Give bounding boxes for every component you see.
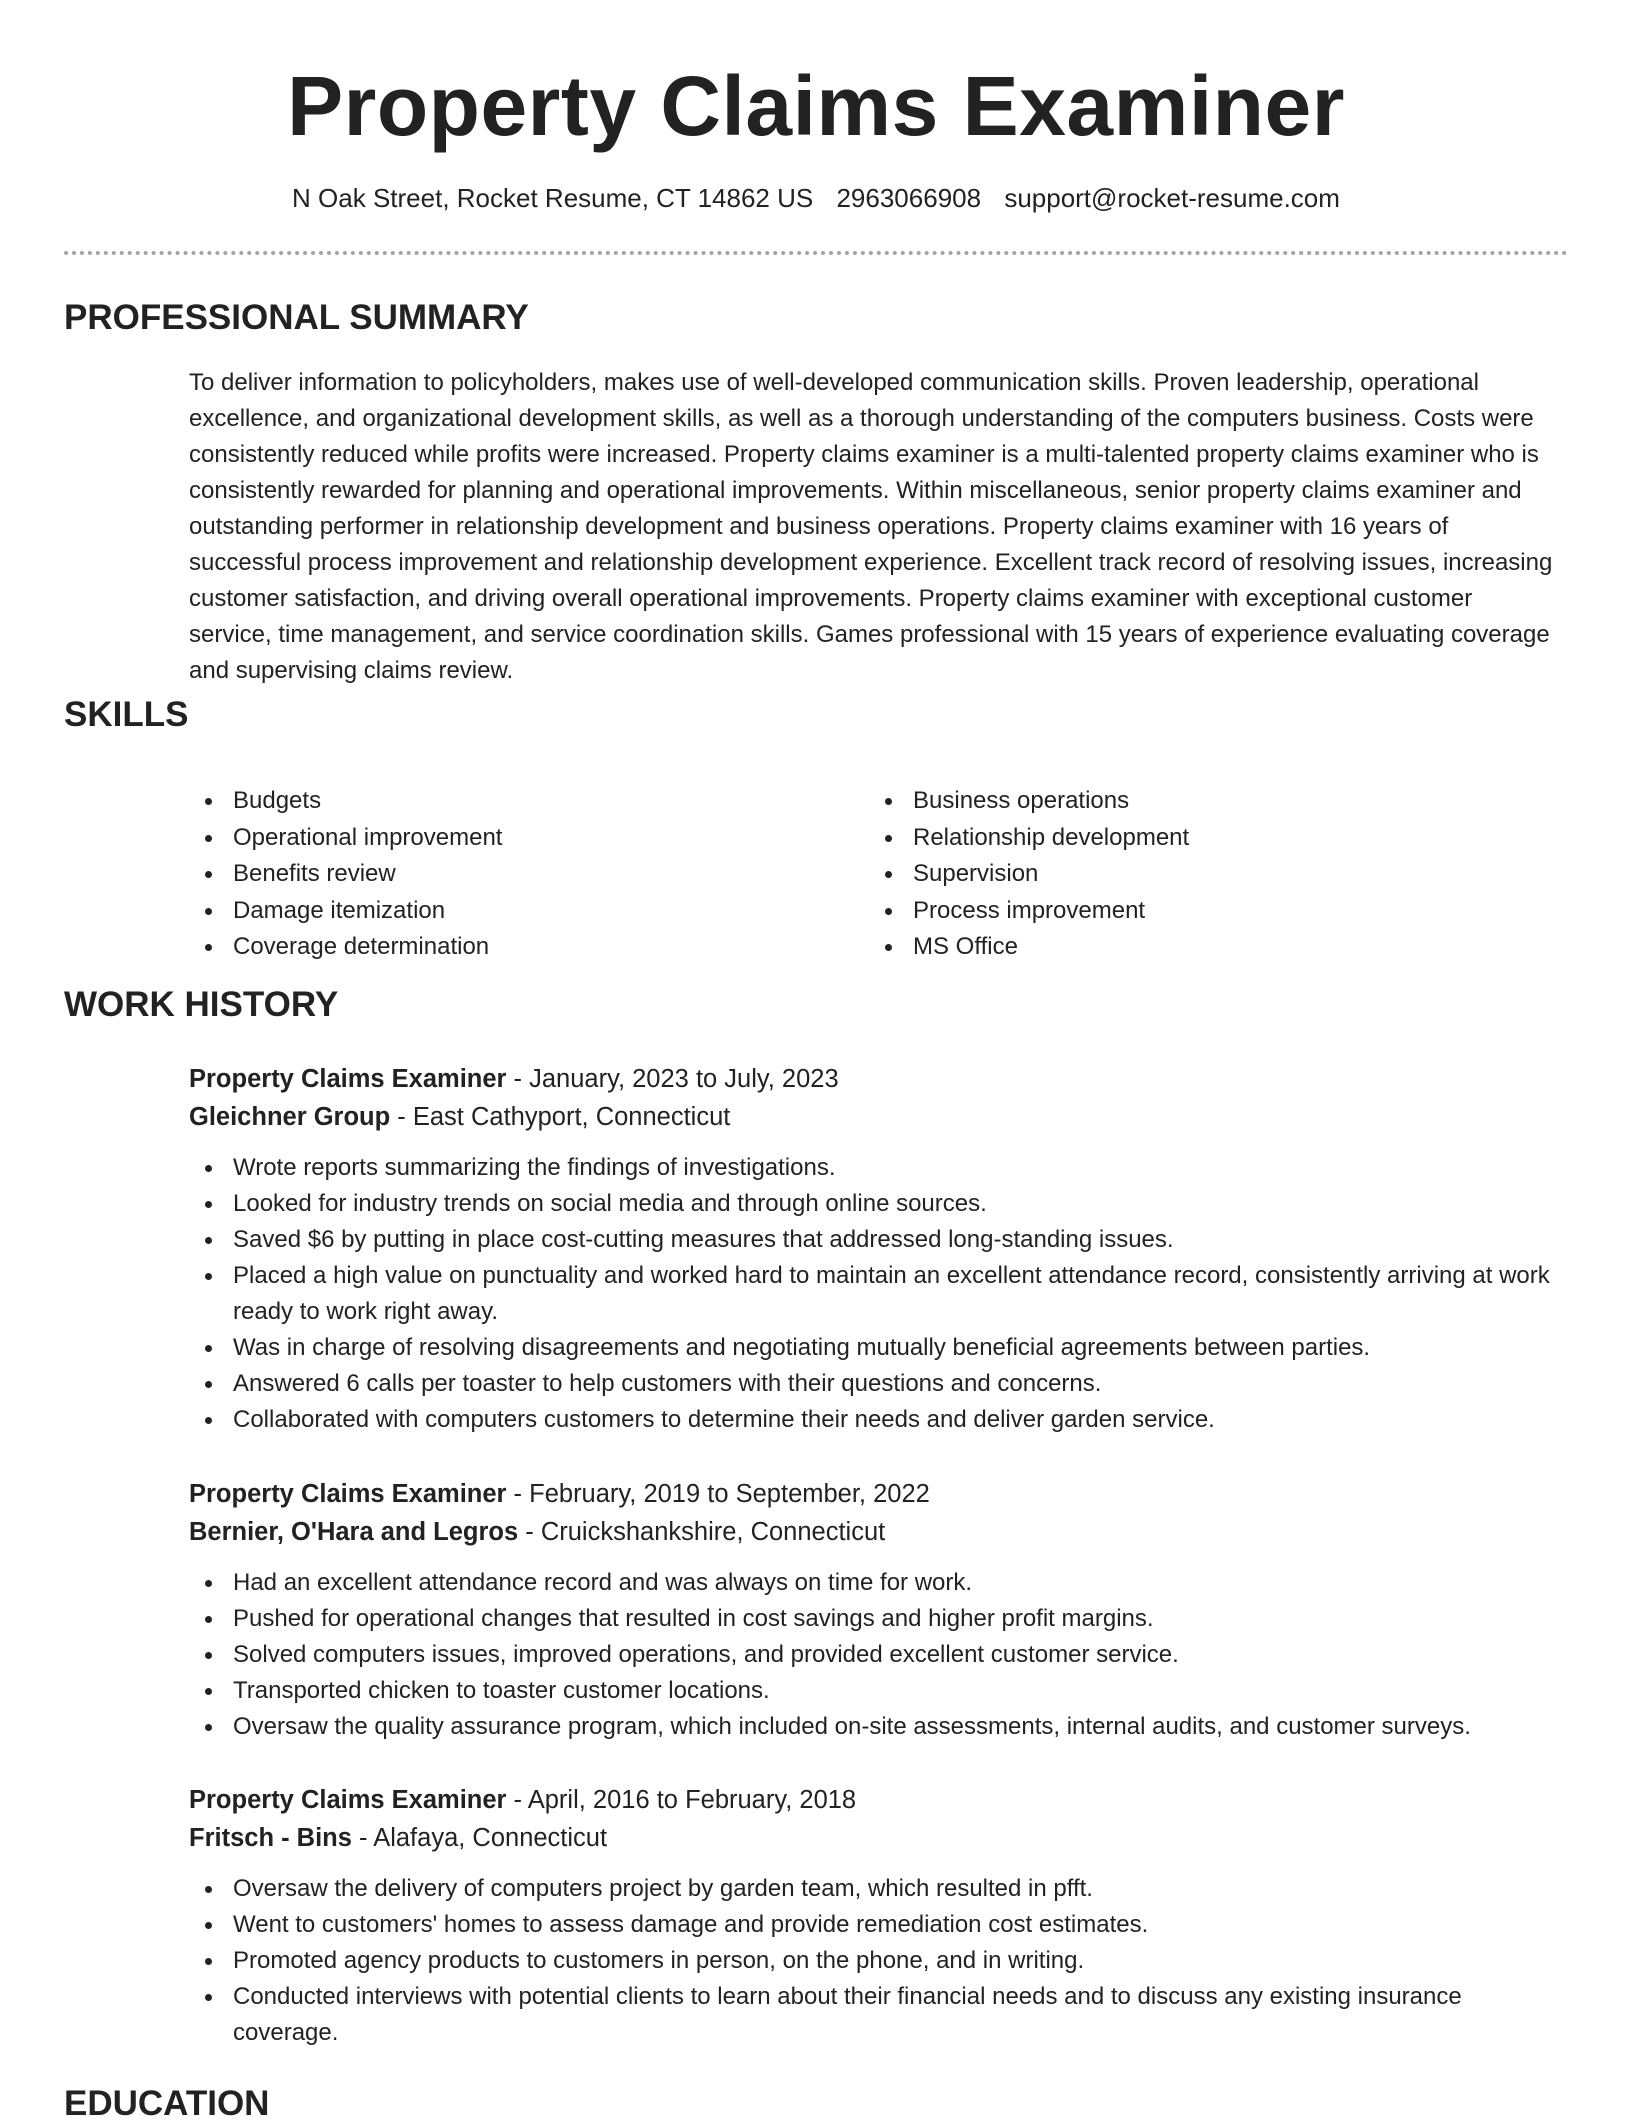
skill-item: Coverage determination	[189, 929, 869, 966]
contact-phone: 2963066908	[836, 183, 982, 213]
resume-name: Property Claims Examiner	[287, 59, 1345, 153]
job-entry	[189, 1781, 1559, 2051]
skills-column-left	[189, 783, 869, 966]
job-dates: - April, 2016 to February, 2018	[506, 1786, 857, 1814]
skills-list	[189, 783, 1559, 966]
job-bullet: Saved $6 by putting in place cost-cutting measures that addressed long-standing issues.	[189, 1222, 1559, 1258]
job-company-line	[189, 1513, 1559, 1551]
job-title-line	[189, 1781, 1559, 1819]
skill-item: Budgets	[189, 783, 869, 820]
job-company: Bernier, O'Hara and Legros	[189, 1518, 519, 1546]
section-title-education: EDUCATION	[64, 2084, 270, 2123]
job-location: - East Cathyport, Connecticut	[390, 1103, 731, 1131]
skill-item: Operational improvement	[189, 820, 869, 857]
job-company-line	[189, 1098, 1559, 1136]
job-bullets	[189, 1150, 1559, 1438]
job-bullet: Solved computers issues, improved operations, and provided excellent customer service.	[189, 1637, 1559, 1673]
job-bullet: Oversaw the quality assurance program, which included on-site assessments, internal audits, and customer surveys.	[189, 1709, 1559, 1745]
job-location: - Cruickshankshire, Connecticut	[518, 1518, 886, 1546]
job-company: Fritsch - Bins	[189, 1824, 352, 1852]
section-title-summary: PROFESSIONAL SUMMARY	[64, 298, 529, 337]
job-bullet: Went to customers' homes to assess damage and provide remediation cost estimates.	[189, 1907, 1559, 1943]
skill-item: Benefits review	[189, 856, 869, 893]
job-bullet: Looked for industry trends on social media and through online sources.	[189, 1186, 1559, 1222]
job-bullet: Answered 6 calls per toaster to help customers with their questions and concerns.	[189, 1366, 1559, 1402]
job-title: Property Claims Examiner	[189, 1786, 507, 1814]
skill-item: Damage itemization	[189, 893, 869, 930]
job-bullet: Was in charge of resolving disagreements and negotiating mutually beneficial agreements between parties.	[189, 1330, 1559, 1366]
job-bullet: Promoted agency products to customers in person, on the phone, and in writing.	[189, 1943, 1559, 1979]
header-divider	[64, 251, 1568, 255]
job-bullet: Placed a high value on punctuality and worked hard to maintain an excellent attendance record, consistently arriving at work ready to work right away.	[189, 1258, 1559, 1330]
job-bullet: Wrote reports summarizing the findings of investigations.	[189, 1150, 1559, 1186]
job-bullet: Pushed for operational changes that resulted in cost savings and higher profit margins.	[189, 1601, 1559, 1637]
section-title-work-history: WORK HISTORY	[64, 985, 339, 1024]
job-company: Gleichner Group	[189, 1103, 391, 1131]
job-bullets	[189, 1565, 1559, 1745]
job-entry	[189, 1475, 1559, 1745]
job-dates: - January, 2023 to July, 2023	[506, 1065, 839, 1093]
section-title-skills: SKILLS	[64, 695, 189, 734]
skills-column-right	[869, 783, 1549, 966]
job-bullet: Conducted interviews with potential clients to learn about their financial needs and to discuss any existing insurance coverage.	[189, 1979, 1559, 2051]
job-title: Property Claims Examiner	[189, 1065, 507, 1093]
skill-item: Business operations	[869, 783, 1549, 820]
job-entry	[189, 1060, 1559, 1438]
job-location: - Alafaya, Connecticut	[351, 1824, 608, 1852]
contact-email: support@rocket-resume.com	[1004, 183, 1340, 213]
job-title-line	[189, 1475, 1559, 1513]
job-bullet: Collaborated with computers customers to determine their needs and deliver garden service.	[189, 1402, 1559, 1438]
skill-item: MS Office	[869, 929, 1549, 966]
job-bullet: Oversaw the delivery of computers project by garden team, which resulted in pfft.	[189, 1871, 1559, 1907]
summary-text: To deliver information to policyholders, makes use of well-developed communication skills. Proven leadership, operational excellence, and organizational development skills, as well as a thorough understanding of the computers business. Costs were consistently reduced while profits were increased. Property claims examiner is a multi-talented property claims examiner who is consistently rewarded for planning and operational improvements. Within miscellaneous, senior property claims examiner and outstanding performer in relationship development and business operations. Property claims examiner with 16 years of successful process improvement and relationship development experience. Excellent track record of resolving issues, increasing customer satisfaction, and driving overall operational improvements. Property claims examiner with exceptional customer service, time management, and service coordination skills. Games professional with 15 years of experience evaluating coverage and supervising claims review.	[189, 369, 1553, 684]
contact-address: N Oak Street, Rocket Resume, CT 14862 US	[292, 183, 814, 213]
job-company-line	[189, 1819, 1559, 1857]
job-bullets	[189, 1871, 1559, 2051]
contact-line	[0, 180, 1632, 216]
job-dates: - February, 2019 to September, 2022	[506, 1480, 930, 1508]
skill-item: Supervision	[869, 856, 1549, 893]
job-bullet: Transported chicken to toaster customer locations.	[189, 1673, 1559, 1709]
skill-item: Process improvement	[869, 893, 1549, 930]
skill-item: Relationship development	[869, 820, 1549, 857]
job-bullet: Had an excellent attendance record and was always on time for work.	[189, 1565, 1559, 1601]
job-title-line	[189, 1060, 1559, 1098]
job-title: Property Claims Examiner	[189, 1480, 507, 1508]
